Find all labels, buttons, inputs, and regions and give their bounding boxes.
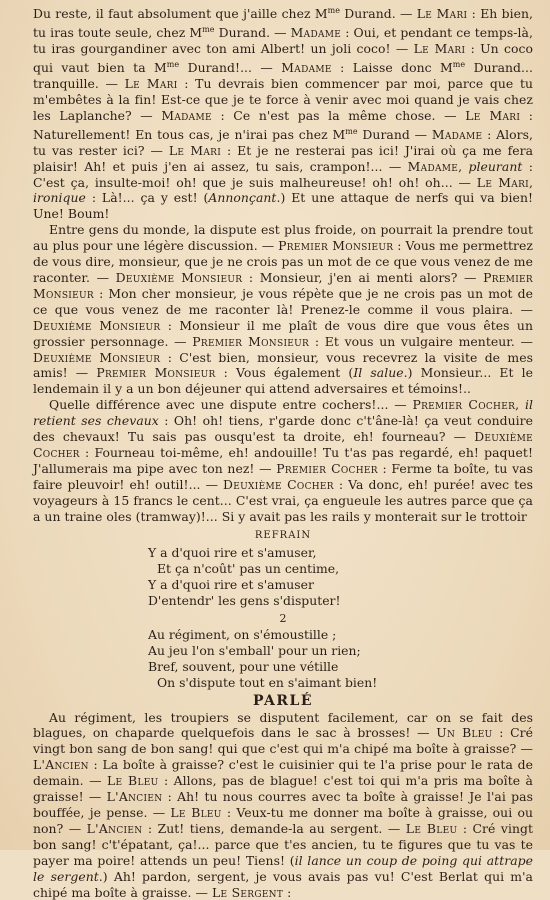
speaker-name: Premier Monsieur <box>33 270 533 301</box>
text-run: , <box>458 158 469 174</box>
speaker-name: Deuxième Monsieur <box>115 270 243 285</box>
superscript-abbrev: me <box>345 126 358 136</box>
document-body <box>33 3 533 900</box>
text-run: Durand. — <box>340 6 417 22</box>
superscript-abbrev: me <box>202 25 215 35</box>
speaker-name: Deuxième Monsieur <box>33 317 161 333</box>
refrain-line: D'entendr' les gens s'disputer! <box>148 593 341 609</box>
text-run: , <box>515 397 525 413</box>
verse-line: Bref, souvent, pour une vétille <box>148 658 339 674</box>
text-run: Durand... tranquille. — <box>33 60 534 91</box>
superscript-abbrev: me <box>166 59 180 69</box>
text-run: : Laisse donc M <box>331 60 453 76</box>
text-run: : Alors, tu vas rester ici? — <box>33 126 533 158</box>
refrain-line: Et ça n'coût' pas un centime, <box>157 561 340 577</box>
speaker-name: Deuxième Cocher <box>33 429 533 460</box>
text-run: : Ce n'est pas la même chose. — <box>211 107 466 123</box>
stage-direction: Annonçant <box>208 190 277 206</box>
text-run: : Ferme ta boîte, tu vas faire pleuvoir! eh! outil!... — <box>33 460 533 492</box>
text-run: : Tu devrais bien commencer par moi, parce que tu m'embêtes à la fin! Est-ce que je te force à venir avec moi quand je vais chez les Laplanche? — <box>33 76 534 123</box>
text-run: : Fourneau toi-même, eh! andouille! Tu t'as pas regardé, eh! paquet! J'allumerais ma pipe avec ton nez! — <box>33 444 533 476</box>
speaker-name: Le Mari <box>416 6 468 22</box>
text-run: : Ah! tu nous courres avec ta boîte à graisse! Je l'ai pas bouffée, je pense. — <box>33 789 533 820</box>
text-run: : Vous également ( <box>215 365 354 381</box>
superscript-abbrev: me <box>327 6 340 15</box>
refrain-line: Y a d'quoi rire et s'amuser <box>148 577 314 593</box>
speaker-name: L'Ancien <box>106 789 163 805</box>
text-run: : Veux-tu me donner ma boîte à graisse, oui ou non? — <box>33 805 533 836</box>
speaker-name: Premier Monsieur <box>96 365 216 381</box>
speaker-name: Deuxième Monsieur <box>33 349 161 365</box>
text-run: Du reste, il faut absolument que j'aille chez M <box>33 6 328 22</box>
paragraph-dispute-regiment <box>33 710 533 900</box>
stage-direction: il retient ses chevaux <box>33 397 533 429</box>
speaker-name: Le Bleu <box>405 820 458 836</box>
speaker-name: Madame <box>161 107 212 123</box>
verse-line: On s'dispute tout en s'aimant bien! <box>157 674 378 690</box>
speaker-name: Madame <box>290 25 342 41</box>
speaker-name: Le Mari <box>124 76 178 91</box>
text-run: : <box>283 884 292 900</box>
text-run: : Oui, et pendant ce temps-là, tu iras gourgandiner avec ton ami Albert! un joli coco! — <box>33 25 533 57</box>
stage-direction: il lance un coup de poing qui attrape le sergent <box>33 852 534 884</box>
text-run: Quelle différence avec une dispute entre cochers!... — <box>49 397 413 413</box>
superscript-abbrev: me <box>452 59 466 69</box>
text-run: Durand!... — <box>179 60 282 76</box>
verse-number: 2 <box>279 612 287 626</box>
text-run: : Mon cher monsieur, je vous répète que je ne crois pas un mot de ce que vous venez de me raconter là! Prenez-le comme il vous plaira. — <box>33 285 533 317</box>
speaker-name: Le Bleu <box>170 805 222 820</box>
speaker-name: Premier Cocher <box>412 397 516 413</box>
stage-direction: pleurant <box>468 158 523 174</box>
verse-line: Au régiment, on s'émoustille ; <box>148 626 337 642</box>
speaker-name: Un Bleu <box>436 725 493 741</box>
text-run: : Et je ne resterai pas ici! J'irai où ça me fera plaisir! Ah! et puis j'en ai assez, tu sais, crampon!... — <box>33 142 534 174</box>
text-run: : C'est bien, monsieur, vous recevrez la visite de mes amis! — <box>33 349 533 381</box>
text-run: : Cré vingt bon sang! c't'épatant, ça!... parce que t'es ancien, tu te figures que tu vas te payer ma poire! attends un peu! Tiens! ( <box>33 820 533 868</box>
text-run: Durand — <box>357 126 432 142</box>
speaker-name: Premier Monsieur <box>278 238 394 254</box>
speaker-name: Le Sergent <box>211 884 284 900</box>
speaker-name: Le Mari <box>413 41 466 57</box>
speaker-name: L'Ancien <box>33 757 89 773</box>
text-run: : La boîte à graisse? c'est le cuisinier qui te l'a prise pour le rata de demain. — <box>33 757 533 789</box>
speaker-name: Premier Monsieur <box>192 333 310 349</box>
verse-line: Au jeu l'on s'emball' pour un rien; <box>148 642 361 658</box>
text-run: : Oh! oh! tiens, r'garde donc c't'âne-là! ça veut conduire des chevaux! Tu sais pas ousqu'est ta droite, eh! fourneau? — <box>33 413 533 445</box>
parle-heading: PARLÉ <box>252 692 314 709</box>
text-run: : Va donc, eh! purée! avec tes voyageurs à 15 francs le cent... C'est vrai, ça engueule les autres parce que ça a un traine oles (tramway)!... Si y avait pas les rails y monterait sur le trottoir <box>33 476 533 524</box>
text-run: Durand. — <box>214 25 291 41</box>
text-run: : Zut! tiens, demande-la au sergent. — <box>142 820 406 836</box>
speaker-name: Le Mari <box>476 174 529 190</box>
text-run: : Là!... ça y est! ( <box>85 190 209 206</box>
refrain-line: Y a d'quoi rire et s'amuser, <box>148 545 317 561</box>
text-run: : Un coco qui vaut bien ta M <box>33 41 533 76</box>
speaker-name: Madame <box>431 126 483 142</box>
text-run: : Naturellement! En tous cas, je n'irai pas chez M <box>33 107 534 142</box>
paragraph-dispute-couple <box>33 3 533 222</box>
speaker-name: Premier Cocher <box>276 460 378 476</box>
text-run: : Allons, pas de blague! c'est toi qui m'a pris ma boîte à graisse! — <box>33 773 533 805</box>
text-run: .) Monsieur... Et le lendemain il y a un bon déjeuner qui attend adversaires et témoins!.. <box>33 365 534 397</box>
text-run: : C'est ça, insulte-moi! oh! que je suis malheureuse! oh! oh! oh... — <box>33 158 533 190</box>
speaker-name: Deuxième Cocher <box>223 476 334 492</box>
stage-direction: Il salue <box>353 365 404 381</box>
text-run: : Eh bien, tu iras toute seule, chez M <box>33 6 533 41</box>
speaker-name: Madame <box>407 158 459 174</box>
text-run: : Cré vingt bon sang de bon sang! qui que c'est qui m'a chipé ma boîte à graisse? — <box>33 725 534 757</box>
stage-direction: ironique <box>33 190 86 206</box>
refrain-title: REFRAIN <box>254 529 312 541</box>
speaker-name: L'Ancien <box>86 820 143 836</box>
verse-2-block <box>33 611 533 691</box>
text-run: : Vous me permettrez de vous dire, monsieur, que je ne crois pas un mot de ce que vous venez de me raconter. — <box>33 238 533 285</box>
speaker-name: Madame <box>281 60 332 76</box>
speaker-name: Le Mari <box>168 142 222 158</box>
speaker-name: Le Mari <box>465 107 521 123</box>
text-run: Au régiment, les troupiers se disputent facilement, car on se fait des blagues, on chaparde quelquefois dans le sac à brosses! — <box>33 709 533 741</box>
refrain-block <box>33 528 533 610</box>
text-run: Entre gens du monde, la dispute est plus froide, on pourrait la prendre tout au plus pour une légère discussion. — <box>33 222 533 254</box>
text-run: .) Ah! pardon, sergent, je vous avais pas vu! C'est Berlat qui m'a chipé ma boîte à graisse. — <box>33 868 533 900</box>
paragraph-dispute-gentlemen <box>33 222 533 397</box>
text-run: : Monsieur il me plaît de vous dire que vous êtes un grossier personnage. — <box>33 317 533 349</box>
text-run: : Monsieur, j'en ai menti alors? — <box>242 270 484 285</box>
text-run: , <box>529 174 533 190</box>
speaker-name: Le Bleu <box>106 773 159 789</box>
paragraph-dispute-coachmen <box>33 397 533 524</box>
text-run: .) Et une attaque de nerfs qui va bien! Une! Boum! <box>33 190 533 222</box>
text-run: : Et vous un vulgaire menteur. — <box>309 333 533 349</box>
